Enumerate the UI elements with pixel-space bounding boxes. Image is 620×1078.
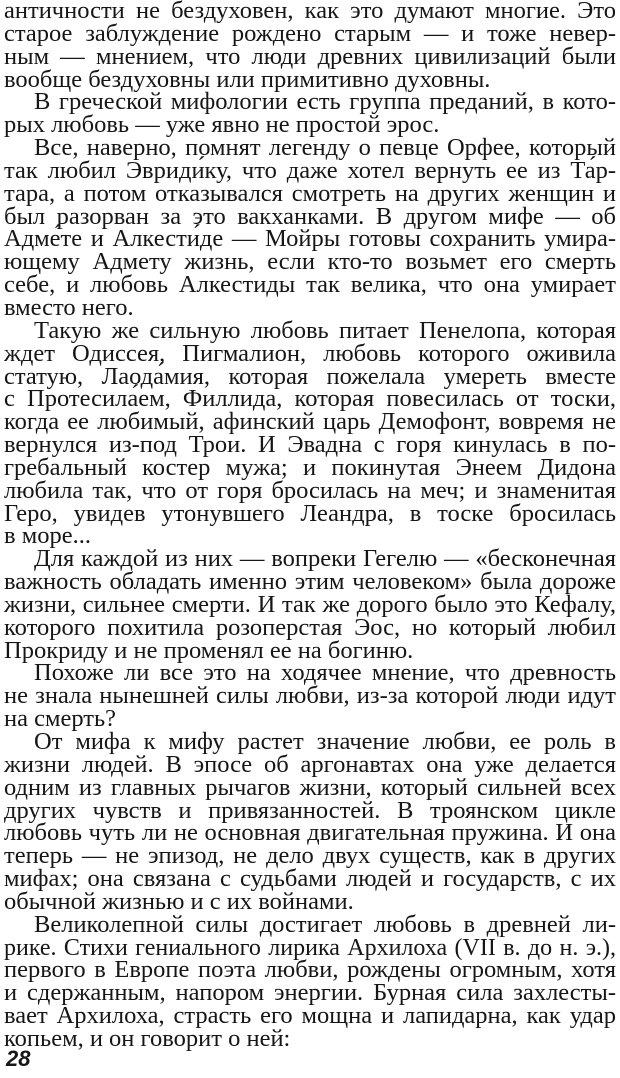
text-line: других чувств и привязанностей. В троянском цикле [4, 796, 616, 824]
text-line: Такую же сильную любовь питает Пенелопа, которая [34, 316, 616, 344]
text-line: так любил Эвриди́ку, что даже хотел вернуть ее из Та́р- [4, 156, 616, 184]
text-line: и сдержанным, напором энергии. Бурная сила захлесты- [4, 979, 616, 1007]
text-line: мифах; она связана с судьбами людей и государств, с их [4, 865, 616, 893]
text-line: любовь чуть ли не основная двигательная пружина. И она [4, 819, 616, 847]
text-line: От мифа к мифу растет значение любви, ее роль в [34, 728, 616, 755]
text-line: себе, и любовь Алкестиды так велика, что она умирает [4, 271, 616, 299]
text-line: когда ее любимый, афинский царь Демофонт, вовремя не [4, 408, 616, 436]
text-line: важность обладать именно этим человеком» была дороже [4, 568, 616, 596]
text-line: одним из главных рычагов жизни, который сильней всех [4, 773, 616, 801]
text-line: Все, наверно, помнят легенду о певце Орфее, который [34, 134, 616, 162]
text-line: Похоже ли все это на ходячее мнение, что древность [34, 659, 616, 687]
text-line: любила так, что от горя бросилась на меч; и знаменитая [4, 476, 616, 504]
page-number: 28 [6, 1046, 31, 1071]
text-line: был разорван за это вакханками. В другом мифе — об [4, 202, 616, 230]
text-line: рых любовь — уже явно не простой эрос. [4, 111, 440, 139]
text-line: теперь — не эпизод, не дело двух существ, как в других [4, 842, 616, 870]
text-line: старое заблуждение рождено старым — и тоже невер- [4, 19, 616, 47]
text-line: которого похитила розоперстая Эос, но который любил [4, 613, 616, 641]
text-line: В греческой мифологии есть группа преданий, в кото- [34, 88, 616, 116]
text-line: вместо него. [4, 293, 134, 321]
text-line: Адме́те и Алкести́де — Мойры готовы сохранить умира- [4, 225, 616, 253]
text-line: с Протесила́ем, Филлида, которая повесилась от тоски, [4, 385, 616, 413]
text-line: жизни людей. В эпосе об аргонавтах она уже делается [4, 750, 616, 778]
text-line: первого в Европе поэта любви, рождены огромным, хотя [4, 956, 616, 984]
text-line: вает Архилоха, страсть его мощна и лапидарна, как удар [4, 1002, 616, 1030]
text-line: ющему Адмету жизнь, если кто-то возьмет его смерть [4, 248, 616, 276]
text-line: в море... [4, 522, 91, 550]
text-line: тара, а потом отказывался смотреть на других женщин и [4, 179, 616, 207]
text-line: ждет Одиссея, Пигмалион, любовь которого оживила [4, 339, 616, 367]
text-line: гребальный костер мужа; и покинутая Энеем Дидона [4, 453, 616, 481]
text-line: жизни, сильнее смерти. И так же дорого было это Кефалу, [4, 590, 616, 618]
text-line: вообще бездуховны или примитивно духовны. [4, 65, 491, 93]
text-line: не знала нынешней силы любви, из-за которой люди идут [4, 682, 616, 710]
body-text [4, 0, 616, 1051]
text-line: Для каждой из них — вопреки Гегелю — «бесконечная [34, 545, 616, 573]
text-line: Великолепной силы достигает любовь в древней ли- [34, 910, 616, 938]
text-line: античности не бездуховен, как это думают многие. Это [4, 0, 616, 24]
text-line: обычной жизнью и с их войнами. [4, 887, 354, 915]
text-line: на смерть? [4, 705, 117, 733]
text-line: копьем, и он говорит о ней: [4, 1024, 291, 1052]
text-line: Геро, увидев утонувшего Леандра, в тоске бросилась [4, 499, 616, 527]
text-line: вернулся из-под Трои. И Эвадна с горя кинулась в по- [4, 431, 616, 459]
text-line: ным — мнением, что люди древних цивилизаций были [4, 42, 616, 70]
text-line: рике. Стихи гениального лирика Архилоха (VII в. до н. э.), [4, 934, 616, 961]
text-line: Прокриду и не променял ее на богиню. [4, 636, 414, 664]
text-line: статую, Лаода́мия, которая пожелала умереть вместе [4, 362, 616, 390]
